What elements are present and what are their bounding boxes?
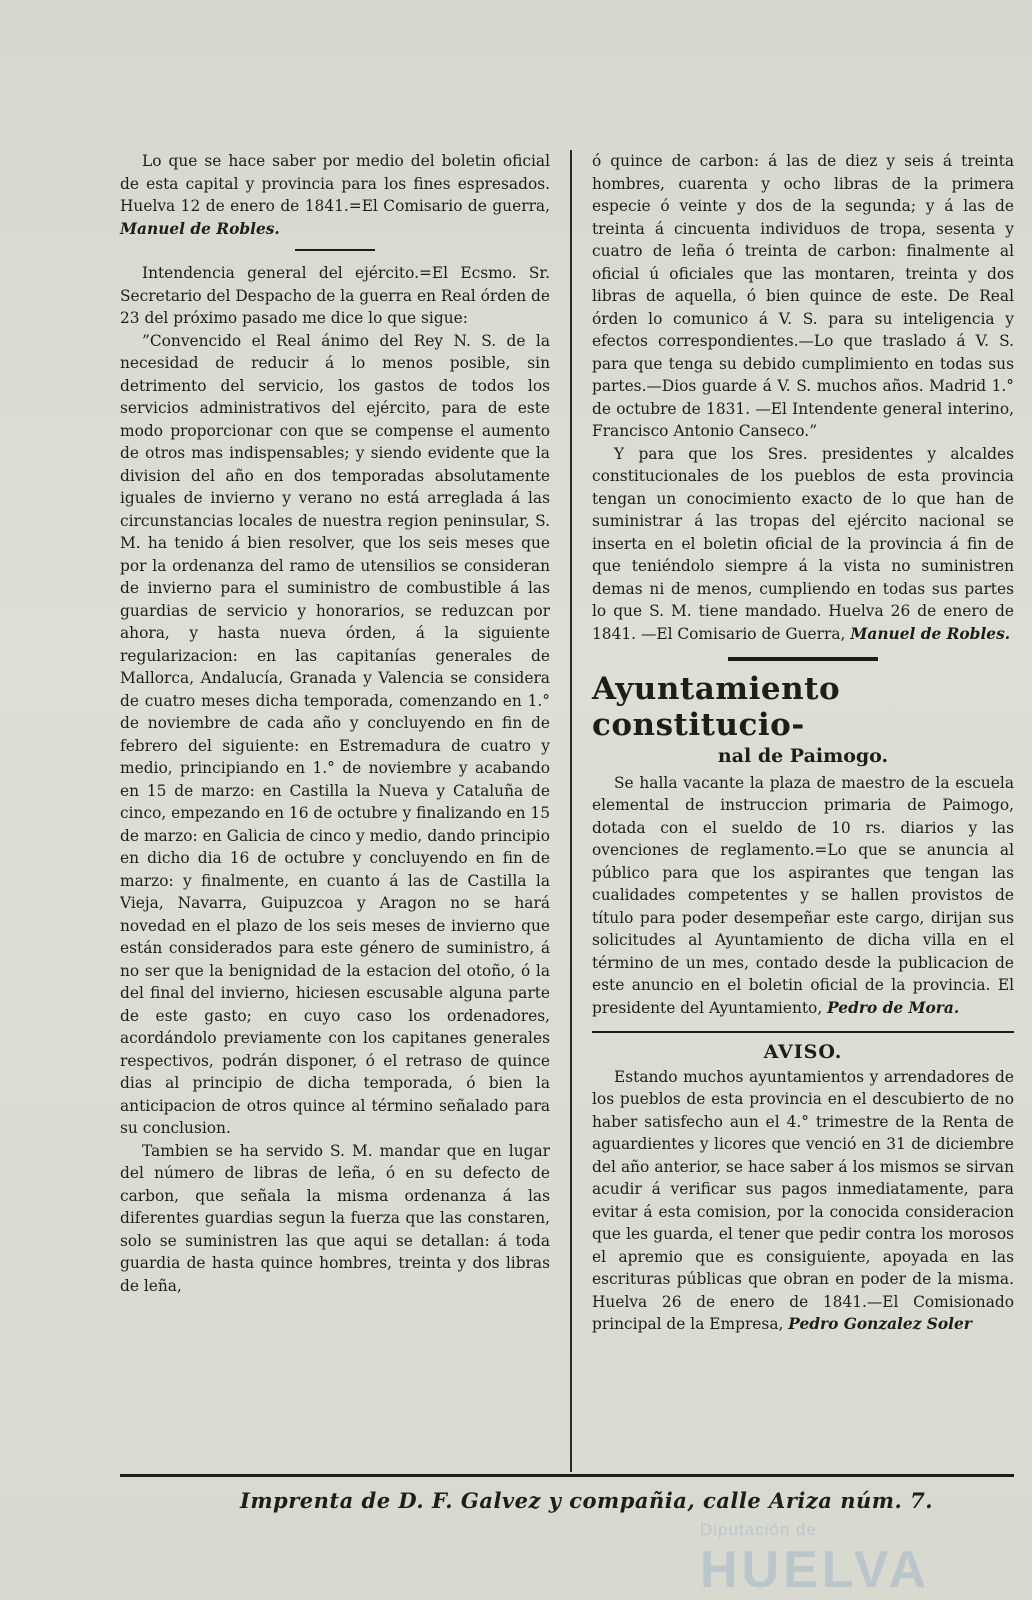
aviso-heading: AVISO.: [763, 1041, 843, 1063]
vacancy-text: Se halla vacante la plaza de maestro de la escuela elemental de instruccion primaria de Paimogo, dotada con el sueldo de 10 rs. diarios y las ovenciones de reglamento.=Lo que se anuncia al público para que los aspirantes que tengan las cualidades competentes y se hallen provistos de título para poder desempeñar este cargo, dirijan sus solicitudes al Ayuntamiento de dicha villa en el término de un mes, contado desde la publicacion de este anuncio en el boletin oficial de la provincia. El presidente del Ayuntamiento,: [592, 773, 1014, 1017]
royal-order-paragraph: ”Convencido el Real ánimo del Rey N. S. de la necesidad de reducir á lo menos posible, sin detrimento del servicio, los gastos de todos los servicios administrativos del ejército, para de este modo proporcionar con que se compense el aumento de otros mas indispensables; y siendo evidente que la division del año en dos temporadas absolutamente iguales de invierno y verano no está arreglada á las circunstancias locales de nuestra region peninsular, S. M. ha tenido á bien resolver, que los seis meses que por la ordenanza del ramo de utensilios se consideran de invierno para el suministro de combustible á las guardias de servicio y honorarios, se reduzcan por ahora, y hasta nueva órden, á la siguiente regularizacion: en las capitanías generales de Mallorca, Andalucía, Granada y Valencia se considera de cuatro meses dicha temporada, comenzando en 1.° de noviembre de cada año y concluyendo en fin de febrero del siguiente: en Estremadura de cuatro y medio, principiando en 1.° de noviembre y acabando en 15 de marzo: en Castilla la Nueva y Cataluña de cinco, empezando en 16 de octubre y finalizando en 15 de marzo: en Galicia de cinco y medio, dando principio en dicho dia 16 de octubre y concluyendo en fin de marzo: y finalmente, en cuanto á las de Castilla la Vieja, Navarra, Guipuzcoa y Aragon no se hará novedad en el plazo de los seis meses de invierno que están considerados para este género de suministro, á no ser que la benignidad de la estacion del otoño, ó la del final del invierno, hiciesen escusable alguna parte de este gasto; en cuyo caso los ordenadores, acordándolo previamente con los capitanes generales respectivos, podrán disponer, ó el retraso de quince dias al principio de dicha temporada, ó bien la anticipacion de otros quince al término señalado para su conclusion.: [120, 331, 550, 1137]
section-divider: [728, 657, 878, 661]
signature: Pedro de Mora.: [827, 998, 960, 1017]
publication-text: Y para que los Sres. presidentes y alcaldes constitucionales de los pueblos de esta provincia tengan un conocimiento exacto de lo que han de suministrar á las tropas del ejército nacional se inserta en el boletin oficial de la provincia á fin de que teniéndolo siempre á la vista no suministren demas ni de menos, cumpliendo en todas sus partes lo que S. M. tiene mandado. Huelva 26 de enero de 1841. —El Comisario de Guerra,: [592, 444, 1014, 643]
watermark-small-text: Diputación de: [700, 1520, 817, 1539]
aviso-text: Estando muchos ayuntamientos y arrendadores de los pueblos de esta provincia en el descubierto de no haber satisfecho aun el 4.° trimestre de la Renta de aguardientes y licores que venció en 31 de diciembre del año anterior, se hace saber á los mismos se sirvan acudir á verificar sus pagos inmediatamente, para evitar á esta comision, por la conocida consideracion que les guarda, el tener que pedir contra los morosos el apremio que es consiguiente, apoyada en las escrituras públicas que obran en poder de la misma. Huelva 26 de enero de 1841.—El Comisionado principal de la Empresa,: [592, 1067, 1014, 1333]
section-subheading: nal de Paimogo.: [717, 745, 889, 767]
intendencia-paragraph: Intendencia general del ejército.=El Ecsmo. Sr. Secretario del Despacho de la guerra en Real órden de 23 del próximo pasado me dice lo que sigue:: [120, 264, 550, 327]
vacancy-paragraph: [592, 772, 1014, 1020]
aviso-paragraph: [592, 1066, 1014, 1336]
watermark-logo: [700, 1520, 930, 1600]
left-column: [120, 150, 550, 1297]
section-divider: [295, 249, 375, 251]
publication-paragraph: [592, 443, 1014, 646]
right-column: [592, 150, 1014, 1336]
signature: Manuel de Robles.: [120, 219, 280, 238]
royal-order-paragraph-2: Tambien se ha servido S. M. mandar que en lugar del número de libras de leña, ó en su defecto de carbon, que señala la misma ordenanza á las diferentes guardias segun la fuerza que las constaren, solo se suministren las que aqui se detallan: á toda guardia de hasta quince hombres, treinta y dos libras de leña,: [120, 1141, 550, 1295]
continuation-paragraph: ó quince de carbon: á las de diez y seis á treinta hombres, cuarenta y ocho libras de la primera especie ó veinte y dos de la segunda; y á las de treinta á cincuenta individuos de tropa, sesenta y cuatro de leña ó treinta de carbon: finalmente al oficial ú oficiales que las montaren, treinta y dos libras de aquella, ó bien quince de este. De Real órden lo comunico á V. S. para su inteligencia y efectos correspondientes.—Lo que traslado á V. S. para que tenga su debido cumplimiento en todas sus partes.—Dios guarde á V. S. muchos años. Madrid 1.° de octubre de 1831. —El Intendente general interino, Francisco Antonio Canseco.”: [592, 152, 1014, 440]
signature: Pedro Gonzalez Soler: [788, 1315, 972, 1333]
imprint-line: Imprenta de D. F. Galvez y compañia, calle Ariza núm. 7.: [240, 1488, 934, 1513]
signature: Manuel de Robles.: [850, 624, 1011, 643]
section-heading: Ayuntamiento constitucio-: [592, 671, 841, 743]
notice-paragraph: [120, 150, 550, 240]
notice-text: Lo que se hace saber por medio del boletin oficial de esta capital y provincia para los fines espresados. Huelva 12 de enero de 1841.=El Comisario de guerra,: [120, 152, 550, 215]
watermark-big-text: HUELVA: [700, 1541, 931, 1599]
section-divider: [592, 1031, 1014, 1033]
column-divider: [570, 150, 572, 1472]
footer-rule: [120, 1474, 1014, 1477]
